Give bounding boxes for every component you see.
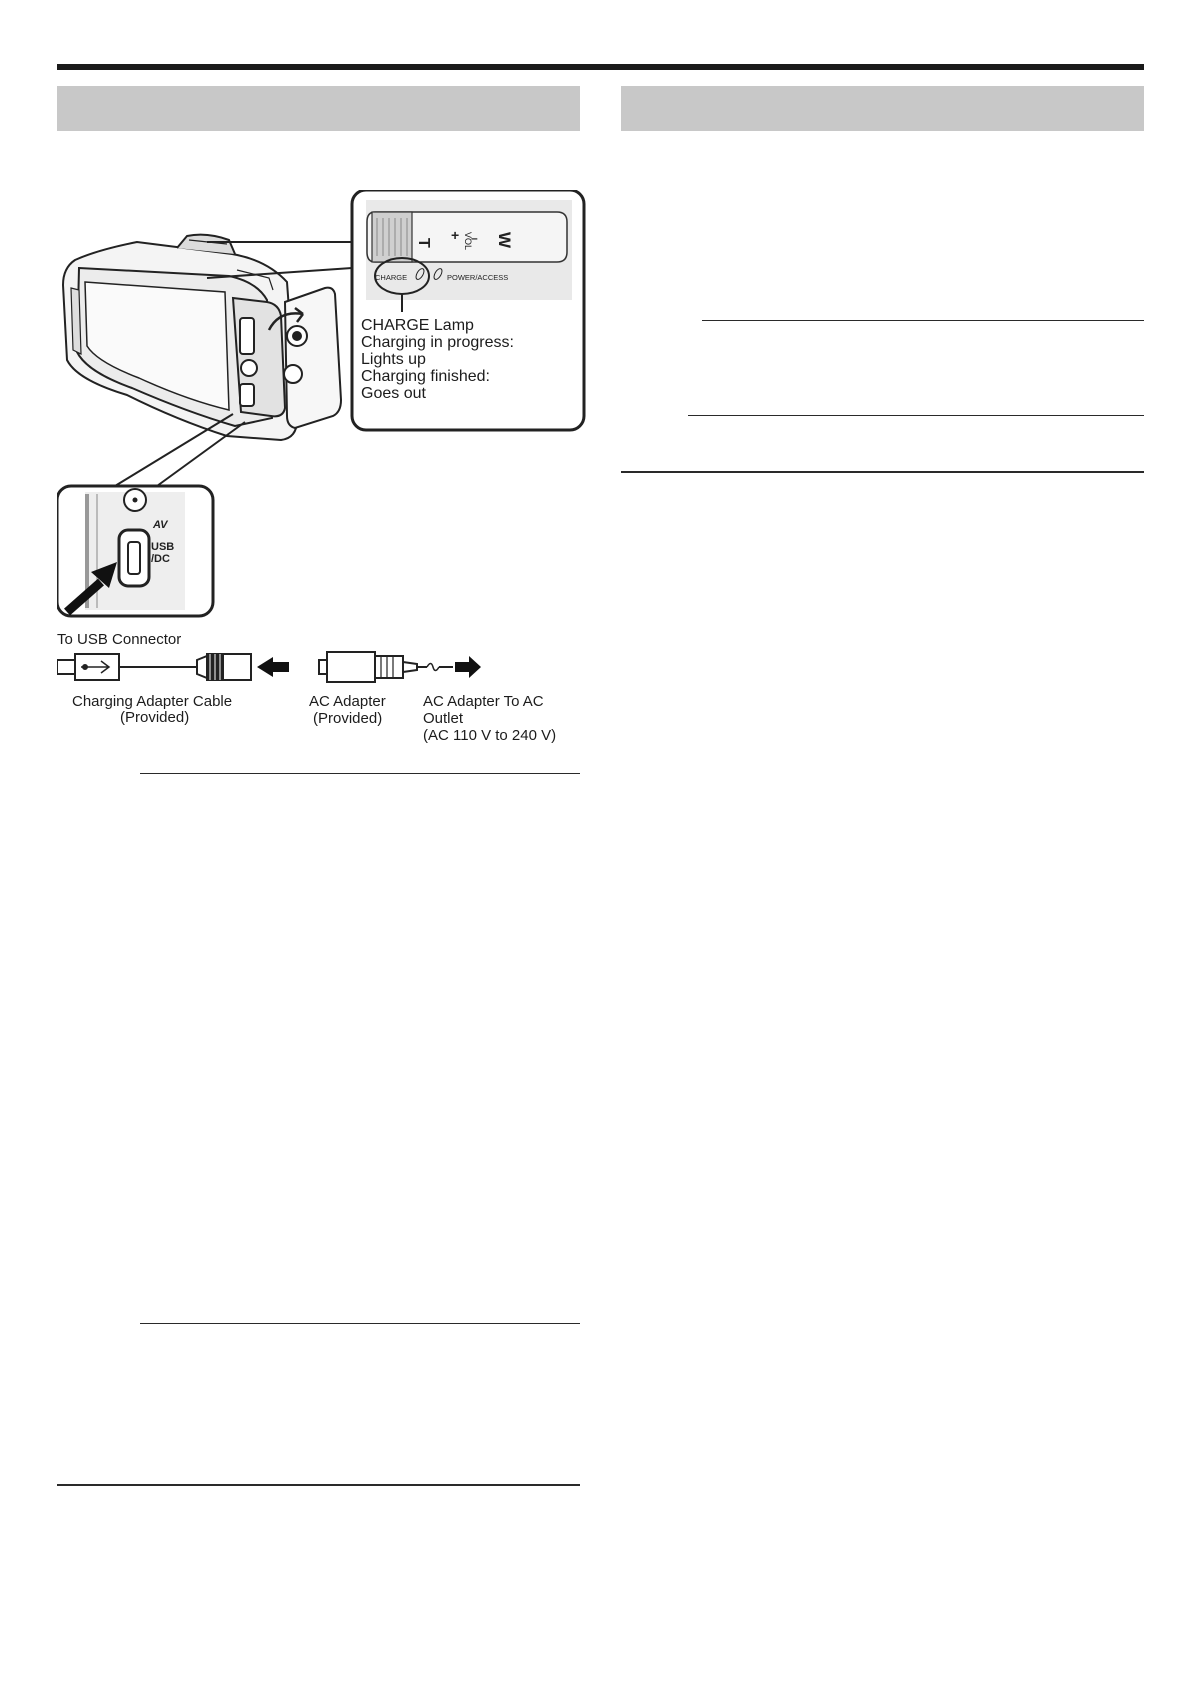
zoom-w-label: W (495, 232, 514, 249)
left-arrow-icon (257, 657, 273, 677)
charging-adapter-cable-provided: (Provided) (120, 709, 190, 726)
charging-finished-text: Charging finished: (361, 368, 490, 385)
vol-minus-label: – (471, 231, 478, 245)
right-note-rule-middle (688, 415, 1144, 416)
section-header-band-right (621, 86, 1144, 131)
charge-lamp-callout (352, 190, 584, 430)
usb-port (119, 530, 149, 586)
goes-out-text: Goes out (361, 385, 426, 402)
section-header-band-left (57, 86, 580, 131)
right-arrow-icon (455, 656, 481, 678)
outlet-label-line-3: (AC 110 V to 240 V) (423, 727, 557, 744)
left-section-end-rule (57, 1484, 580, 1486)
vol-plus-label: + (451, 227, 460, 243)
charging-adapter-cable-label: Charging Adapter Cable (72, 693, 233, 710)
camcorder-illustration (63, 235, 341, 440)
left-note-rule-bottom (140, 1323, 580, 1324)
dc-label: /DC (151, 553, 170, 565)
av-label: AV (153, 519, 168, 531)
right-note-rule-top (702, 320, 1144, 321)
power-access-label: POWER/ACCESS (447, 273, 509, 282)
charging-diagram-svg (57, 190, 587, 750)
charge-label: CHARGE (375, 273, 408, 282)
to-usb-connector-label: To USB Connector (57, 631, 182, 648)
charge-lamp-title: CHARGE Lamp (361, 317, 474, 334)
usb-connector-inset (57, 486, 213, 616)
charging-in-progress-text: Charging in progress: (361, 334, 514, 351)
left-note-rule-top (140, 773, 580, 774)
outlet-label-line-1: AC Adapter To AC (423, 693, 544, 710)
zoom-t-label: T (415, 238, 432, 248)
vol-label: VOL (463, 232, 473, 251)
page-header-rule (57, 64, 1144, 70)
outlet-label-line-2: Outlet (423, 710, 464, 727)
right-section-end-rule (621, 471, 1144, 473)
ac-adapter-provided: (Provided) (313, 710, 383, 727)
lights-up-text: Lights up (361, 351, 426, 368)
ac-adapter-label: AC Adapter (309, 693, 386, 710)
charging-figure (57, 190, 587, 750)
cable-adapter-row (57, 652, 481, 682)
usb-label: USB (151, 541, 175, 553)
